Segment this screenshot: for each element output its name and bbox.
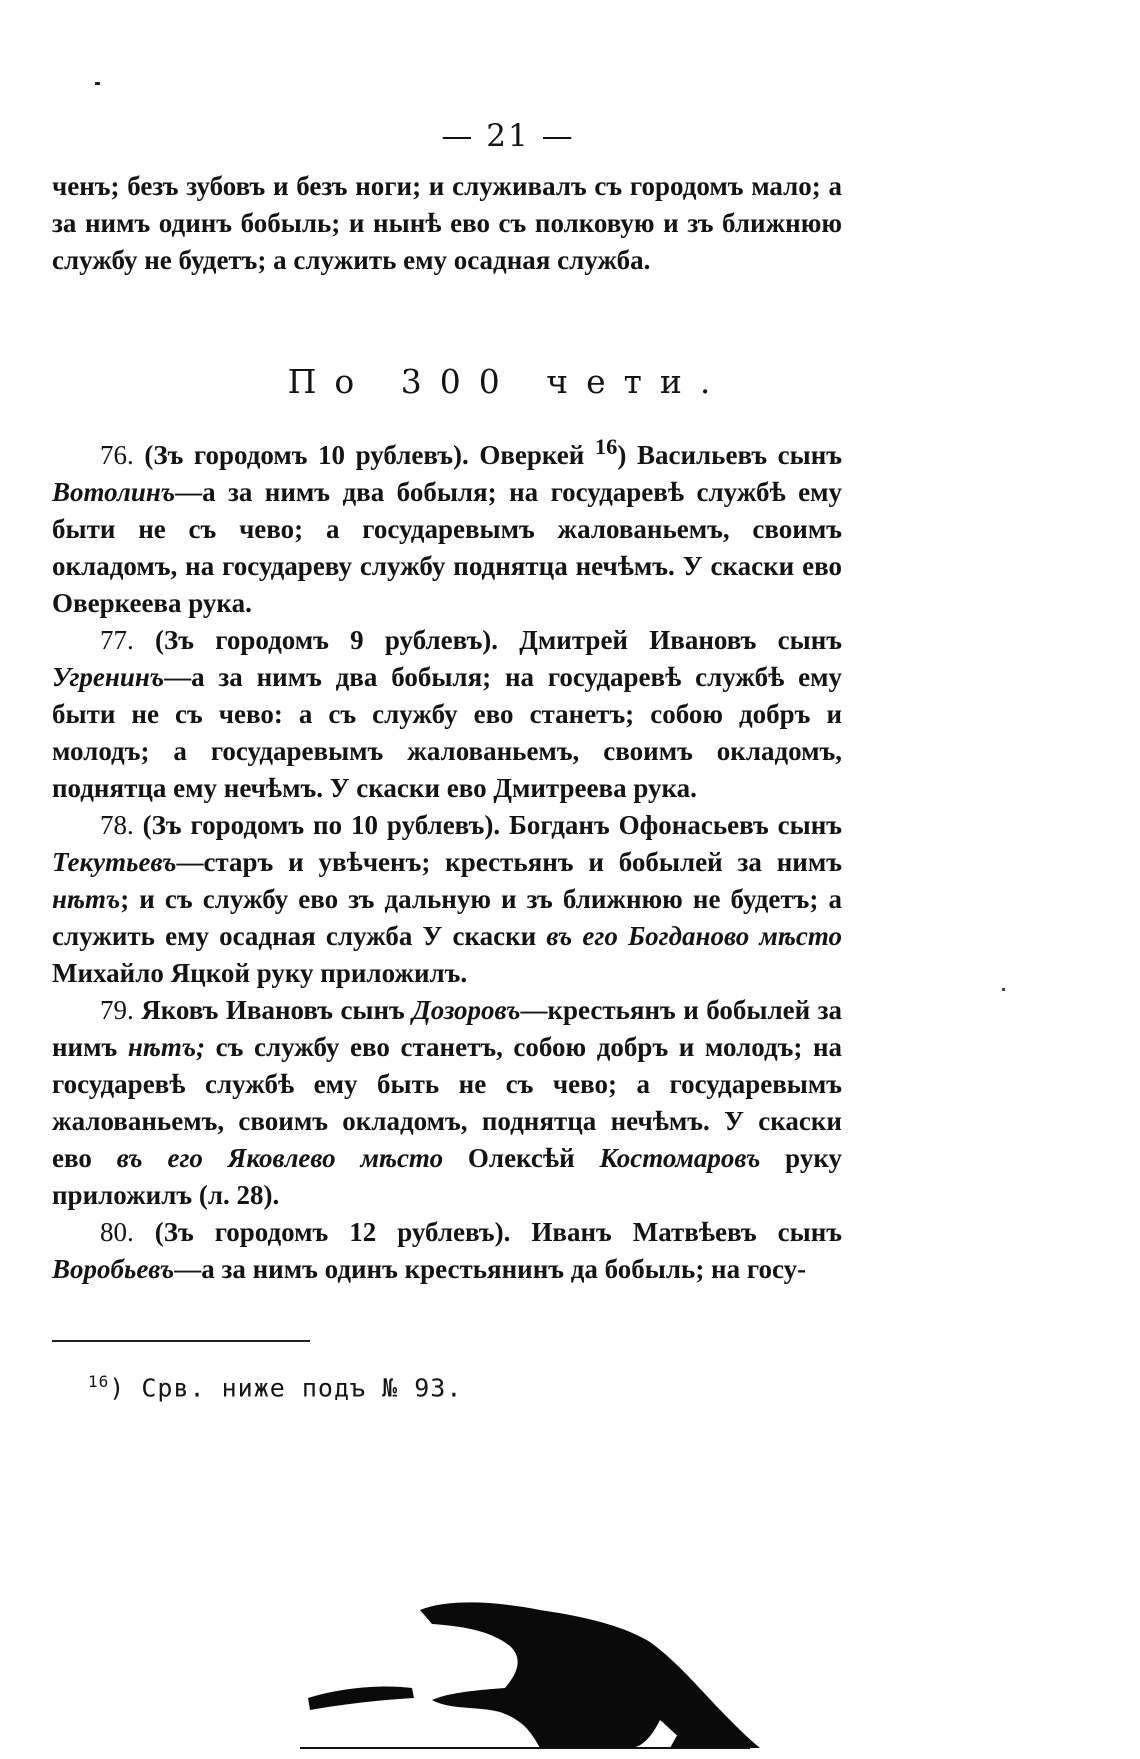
- surname: Текутьевъ: [52, 847, 177, 877]
- entry-text: ) Васильевъ сынъ: [617, 440, 843, 470]
- entry-text: (Зъ городомъ 12 рублевъ). Иванъ Матвѣевъ сынъ: [154, 1217, 843, 1247]
- entry-text: ; и съ службу ево зъ дальную и зъ ближнюю не будетъ; а служить ему осадная служба У скаски: [52, 884, 842, 951]
- entry-text: —старъ и увѣченъ; крестьянъ и бобылей за нимъ: [176, 847, 842, 877]
- surname: Костомаровъ: [599, 1143, 761, 1173]
- section-heading: По 300 чети.: [287, 362, 729, 401]
- scan-speck: [1002, 988, 1005, 991]
- entry-text: (Зъ городомъ 9 рублевъ). Дмитрей Ивановъ сынъ: [155, 625, 842, 655]
- footnote-mark: 16: [88, 1372, 110, 1391]
- entry-text: (Зъ городомъ по 10 рублевъ). Богданъ Офонасьевъ сынъ: [142, 810, 842, 840]
- entry-text: (Зъ городомъ 10 рублевъ). Оверкей: [144, 440, 595, 470]
- intro-paragraph: [52, 168, 842, 279]
- entry-number: 78.: [100, 810, 134, 840]
- ink-blot-image: [300, 1580, 860, 1750]
- entry-number: 80.: [100, 1217, 134, 1247]
- entry-text: —крестьянъ и бобылей за нимъ: [52, 995, 843, 1062]
- entry-number: 77.: [100, 625, 134, 655]
- footnote-divider: [52, 1340, 310, 1342]
- italic-phrase: нѣтъ: [52, 884, 121, 914]
- italic-phrase: въ его Яковлево мѣсто: [116, 1143, 444, 1173]
- page-number: — 21 —: [441, 118, 575, 154]
- entry-text: —а за нимъ одинъ крестьянинъ да бобыль; на госу-: [174, 1254, 807, 1284]
- entry-number: 76.: [100, 440, 134, 470]
- entry-80: [52, 1214, 842, 1288]
- entry-text: Яковъ Ивановъ сынъ: [141, 995, 413, 1025]
- entries-block: [52, 428, 842, 1288]
- ink-mass: [420, 1602, 760, 1748]
- entry-79: [52, 992, 842, 1214]
- entry-78: [52, 807, 842, 992]
- surname: Дозоровъ: [412, 995, 521, 1025]
- footnote-text: ) Срв. ниже подъ № 93.: [109, 1373, 463, 1403]
- scan-speck: [95, 82, 100, 85]
- entry-text: —а за нимъ два бобыля; на государевѣ службѣ ему быти не съ чево: а съ службу ево станетъ; собою добръ и молодъ; а государевымъ жалованьемъ, своимъ окладомъ, поднятца ему нечѣмъ. У скаски ево Дмитреева рука.: [52, 662, 842, 803]
- surname: Вотолинъ: [52, 477, 176, 507]
- entry-text: съ службу ево станетъ, собою добръ и молодъ; на государевѣ службѣ ему быть не съ чево; а государевымъ жалованьемъ, своимъ окладомъ, поднятца нечѣмъ. У скаски ево: [52, 1032, 842, 1173]
- entry-77: [52, 622, 842, 807]
- entry-number: 79.: [100, 995, 134, 1025]
- footnote: [88, 1372, 462, 1402]
- entry-76: [52, 428, 842, 622]
- surname: Угренинъ: [52, 662, 165, 692]
- entry-text: —а за нимъ два бобыля; на государевѣ службѣ ему быти не съ чево; а государевымъ жалованьемъ, своимъ окладомъ, на государеву службу поднятца нечѣмъ. У скаски ево Оверкеева рука.: [52, 477, 842, 618]
- intro-text: ченъ; безъ зубовъ и безъ ноги; и служивалъ съ городомъ мало; а за нимъ одинъ бобыль; и нынѣ ево съ полковую и зъ ближнюю службу не будетъ; а служить ему осадная служба.: [52, 171, 842, 275]
- ink-stroke-left: [308, 1686, 414, 1710]
- entry-text: Олексѣй: [443, 1143, 600, 1173]
- italic-phrase: нѣтъ;: [127, 1032, 206, 1062]
- italic-phrase: въ его Богданово мѣсто: [546, 921, 842, 951]
- entry-text: руку приложилъ (л. 28).: [52, 1143, 843, 1210]
- footnote-ref[interactable]: 16: [594, 434, 618, 459]
- surname: Воробьевъ: [52, 1254, 175, 1284]
- entry-text: Михайло Яцкой руку приложилъ.: [52, 958, 468, 988]
